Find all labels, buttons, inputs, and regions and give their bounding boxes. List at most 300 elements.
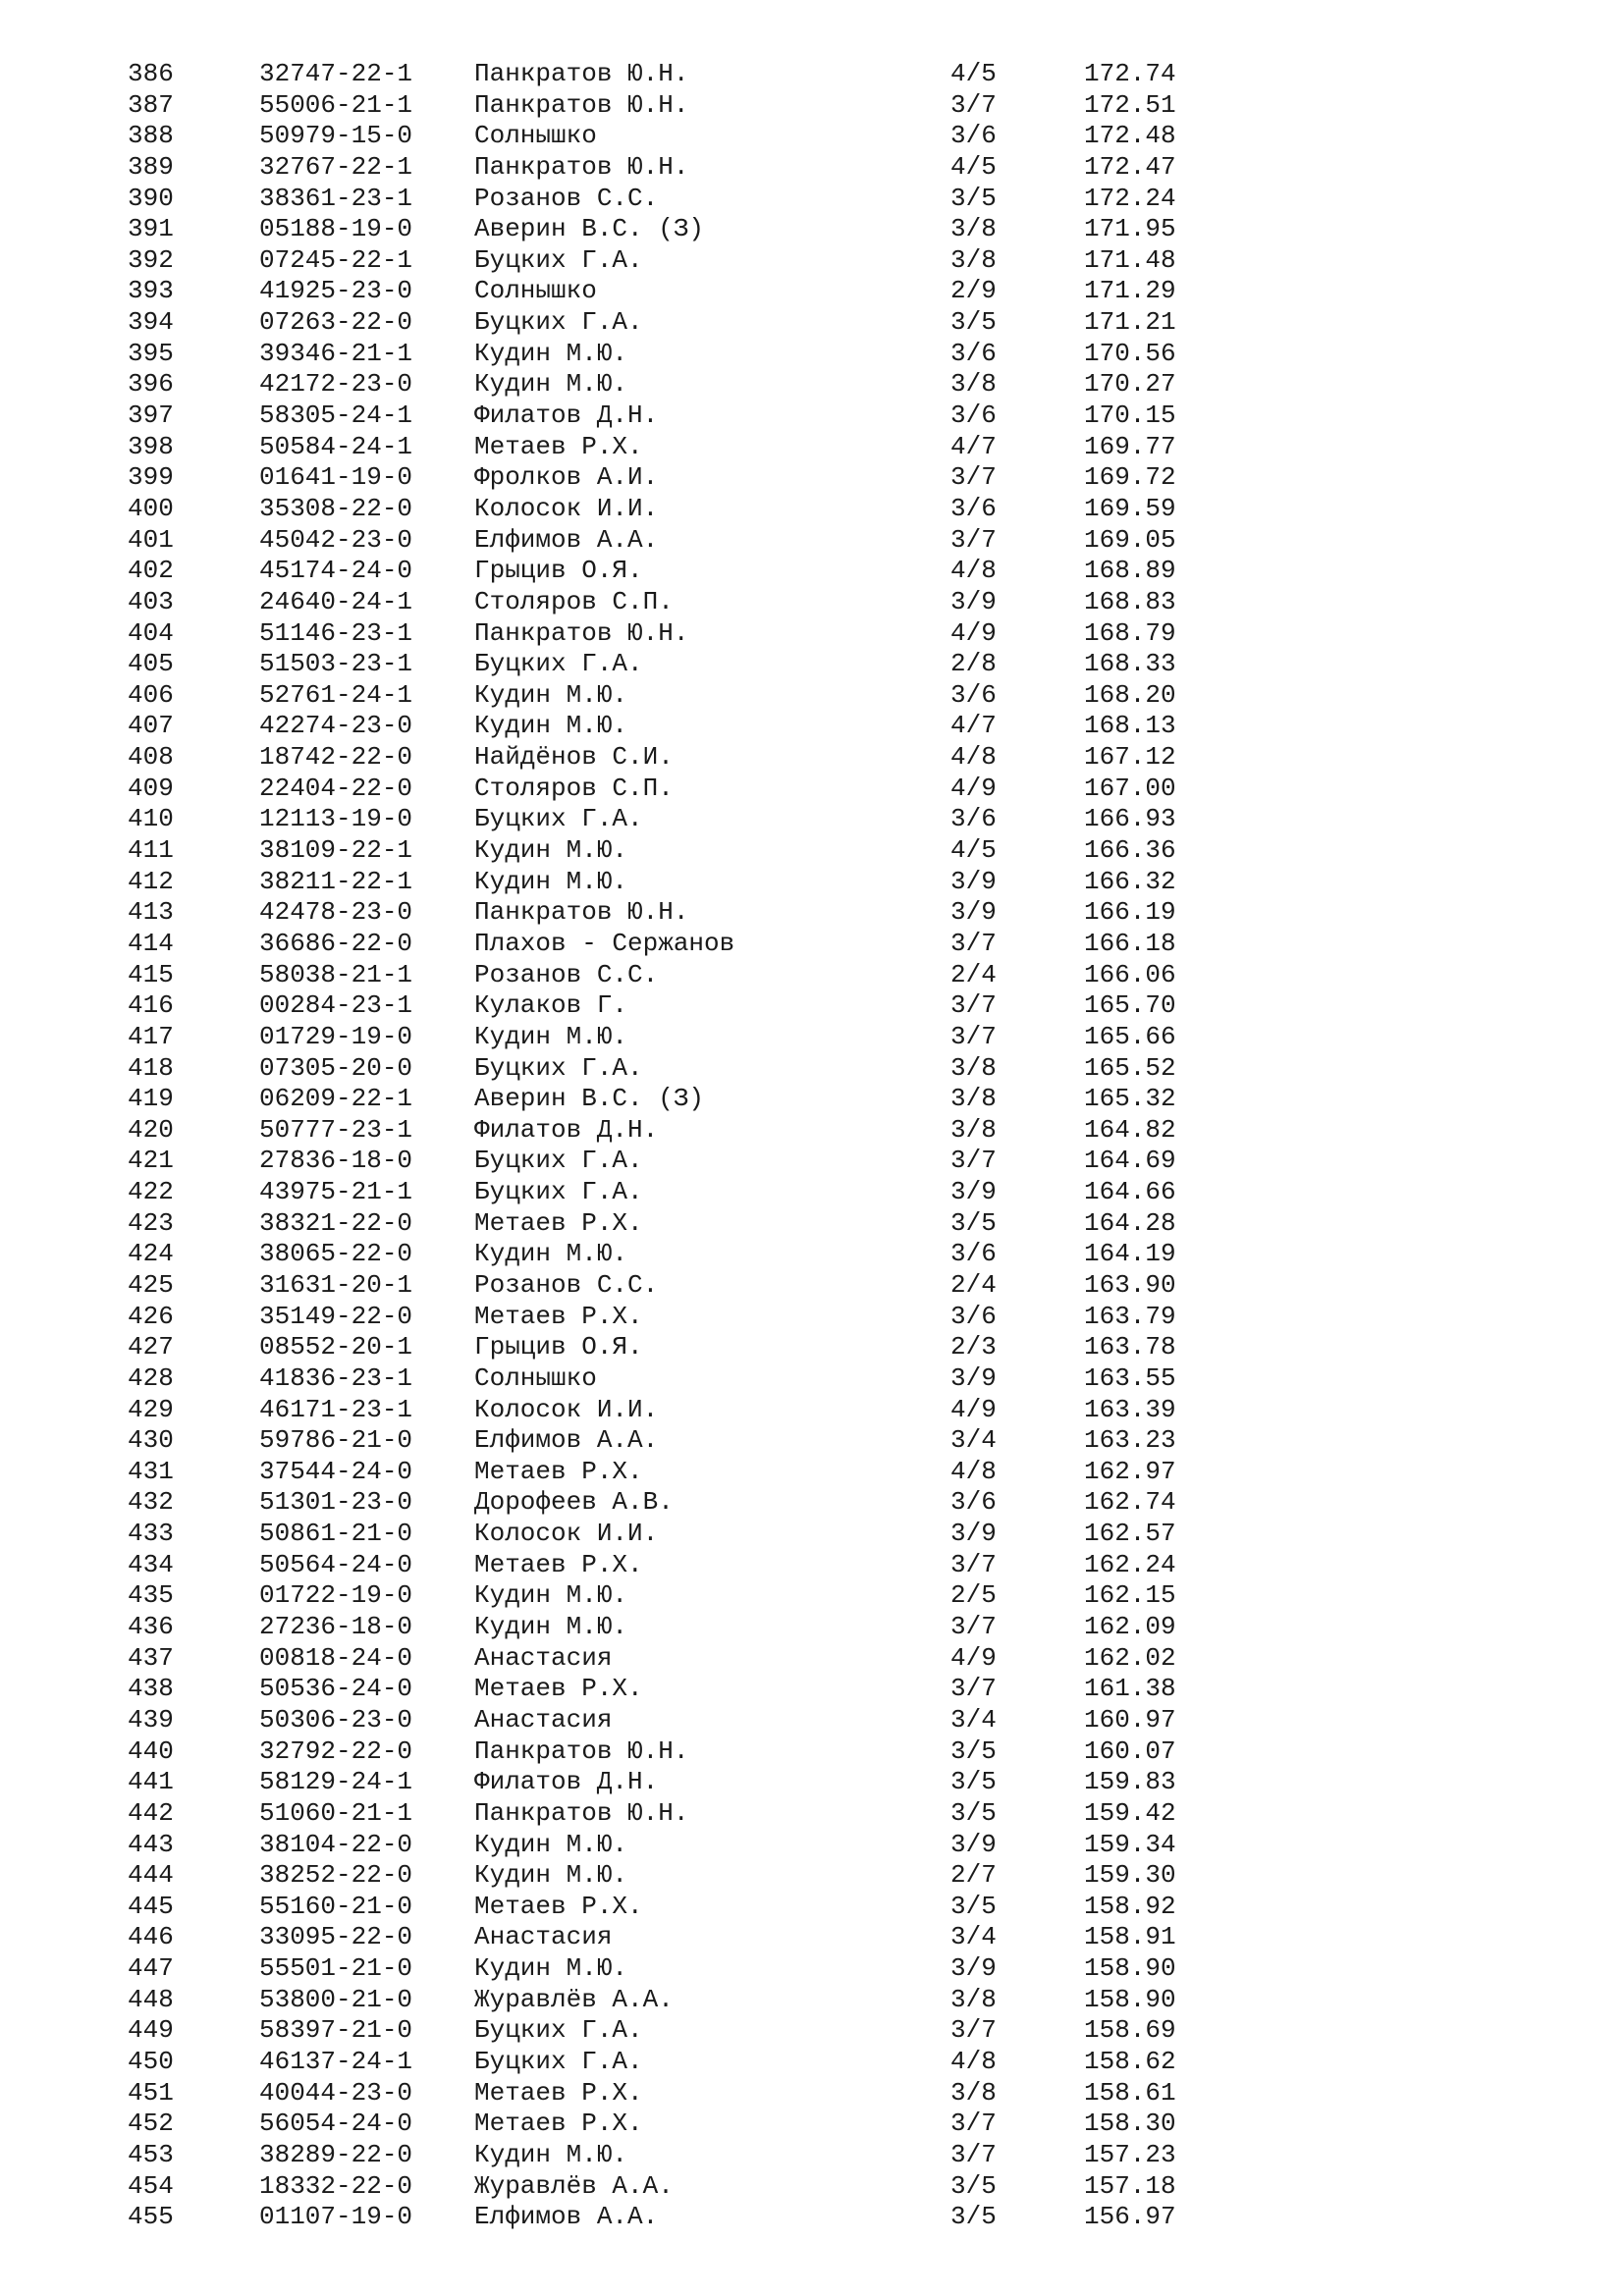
list-item [0,680,1624,712]
name-cell: Колосок И.И. [474,1394,659,1424]
list-item [0,1922,1624,1953]
score-cell: 158.92 [1084,1891,1176,1921]
rank-cell: 419 [128,1084,174,1114]
rank-cell: 447 [128,1953,174,1984]
score-cell: 171.29 [1084,276,1176,306]
score-cell: 162.74 [1084,1487,1176,1518]
name-cell: Панкратов Ю.Н. [474,1797,689,1828]
list-item [0,929,1624,960]
score-cell: 165.52 [1084,1052,1176,1083]
score-cell: 162.57 [1084,1519,1176,1549]
ratio-cell: 3/6 [950,1239,997,1269]
code-cell: 07263-22-0 [259,307,413,338]
name-cell: Столяров С.П. [474,773,674,803]
code-cell: 38104-22-0 [259,1829,413,1859]
rank-cell: 422 [128,1177,174,1207]
ratio-cell: 3/9 [950,586,997,616]
ratio-cell: 4/7 [950,711,997,741]
rank-cell: 451 [128,2077,174,2108]
code-cell: 50979-15-0 [259,121,413,151]
ratio-cell: 3/4 [950,1922,997,1952]
name-cell: Панкратов Ю.Н. [474,59,689,88]
rank-cell: 406 [128,679,174,710]
rank-cell: 421 [128,1146,174,1176]
score-cell: 166.06 [1084,959,1176,989]
code-cell: 32747-22-1 [259,59,413,88]
rank-cell: 416 [128,990,174,1021]
list-item [0,121,1624,152]
score-cell: 157.18 [1084,2170,1176,2201]
code-cell: 52761-24-1 [259,679,413,710]
rank-cell: 410 [128,804,174,834]
list-item [0,1580,1624,1612]
list-item [0,1177,1624,1208]
score-cell: 163.78 [1084,1332,1176,1362]
ratio-cell: 3/7 [950,89,997,120]
name-cell: Кудин М.Ю. [474,711,628,741]
rank-cell: 415 [128,959,174,989]
code-cell: 55160-21-0 [259,1891,413,1921]
ratio-cell: 3/9 [950,866,997,896]
list-item [0,1332,1624,1363]
code-cell: 42172-23-0 [259,369,413,400]
list-item [0,184,1624,215]
rank-cell: 393 [128,276,174,306]
rank-cell: 420 [128,1114,174,1145]
code-cell: 01729-19-0 [259,1021,413,1051]
score-cell: 164.19 [1084,1239,1176,1269]
ratio-cell: 4/8 [950,1456,997,1486]
score-cell: 164.69 [1084,1146,1176,1176]
score-cell: 166.36 [1084,835,1176,866]
name-cell: Кудин М.Ю. [474,2139,628,2169]
ratio-cell: 4/8 [950,556,997,586]
name-cell: Дорофеев А.В. [474,1487,674,1518]
score-cell: 161.38 [1084,1674,1176,1704]
code-cell: 51060-21-1 [259,1797,413,1828]
code-cell: 18332-22-0 [259,2170,413,2201]
name-cell: Метаев Р.Х. [474,1549,643,1579]
code-cell: 27836-18-0 [259,1146,413,1176]
code-cell: 55006-21-1 [259,89,413,120]
rank-cell: 394 [128,307,174,338]
code-cell: 51301-23-0 [259,1487,413,1518]
list-item [0,1022,1624,1053]
code-cell: 01722-19-0 [259,1580,413,1611]
name-cell: Метаев Р.Х. [474,1301,643,1331]
score-cell: 158.69 [1084,2015,1176,2046]
code-cell: 46137-24-1 [259,2047,413,2076]
list-item [0,1395,1624,1426]
name-cell: Грыцив О.Я. [474,1332,643,1362]
code-cell: 12113-19-0 [259,804,413,834]
ratio-cell: 3/5 [950,1767,997,1797]
name-cell: Панкратов Ю.Н. [474,897,689,928]
name-cell: Солнышко [474,276,597,306]
name-cell: Журавлёв А.А. [474,2170,674,2201]
code-cell: 38211-22-1 [259,866,413,896]
code-cell: 27236-18-0 [259,1612,413,1642]
score-cell: 164.28 [1084,1207,1176,1238]
code-cell: 22404-22-0 [259,773,413,803]
score-cell: 172.24 [1084,183,1176,213]
code-cell: 51503-23-1 [259,649,413,679]
list-item [0,1363,1624,1395]
rank-cell: 387 [128,89,174,120]
code-cell: 01107-19-0 [259,2202,413,2232]
code-cell: 39346-21-1 [259,338,413,368]
score-cell: 158.61 [1084,2077,1176,2108]
score-cell: 168.79 [1084,617,1176,648]
code-cell: 32767-22-1 [259,151,413,182]
rank-cell: 407 [128,711,174,741]
list-item [0,214,1624,245]
score-cell: 172.47 [1084,151,1176,182]
ratio-cell: 3/7 [950,1021,997,1051]
rank-cell: 433 [128,1519,174,1549]
rank-cell: 423 [128,1207,174,1238]
code-cell: 38361-23-1 [259,183,413,213]
ratio-cell: 3/9 [950,1519,997,1549]
list-item [0,774,1624,805]
code-cell: 37544-24-0 [259,1456,413,1486]
ratio-cell: 2/4 [950,1269,997,1300]
rank-cell: 396 [128,369,174,400]
name-cell: Фролков А.И. [474,462,659,493]
rank-cell: 400 [128,493,174,523]
list-item [0,1798,1624,1830]
ratio-cell: 4/8 [950,2047,997,2076]
list-item [0,1860,1624,1892]
rank-cell: 445 [128,1891,174,1921]
ratio-cell: 4/9 [950,773,997,803]
name-cell: Столяров С.П. [474,586,674,616]
ratio-cell: 4/9 [950,1642,997,1673]
ratio-cell: 2/9 [950,276,997,306]
code-cell: 55501-21-0 [259,1953,413,1984]
score-cell: 168.13 [1084,711,1176,741]
code-cell: 42274-23-0 [259,711,413,741]
code-cell: 38321-22-0 [259,1207,413,1238]
code-cell: 35149-22-0 [259,1301,413,1331]
score-cell: 162.09 [1084,1612,1176,1642]
rank-cell: 405 [128,649,174,679]
list-item [0,835,1624,867]
ratio-cell: 3/7 [950,2109,997,2139]
score-cell: 163.90 [1084,1269,1176,1300]
list-item [0,1457,1624,1488]
ratio-cell: 3/8 [950,1984,997,2014]
score-cell: 172.74 [1084,59,1176,88]
rank-cell: 388 [128,121,174,151]
code-cell: 00284-23-1 [259,990,413,1021]
name-cell: Кудин М.Ю. [474,679,628,710]
ratio-cell: 2/3 [950,1332,997,1362]
ratio-cell: 3/6 [950,493,997,523]
name-cell: Кудин М.Ю. [474,835,628,866]
score-cell: 160.07 [1084,1735,1176,1766]
rank-cell: 437 [128,1642,174,1673]
rank-cell: 389 [128,151,174,182]
ratio-cell: 2/7 [950,1860,997,1891]
name-cell: Розанов С.С. [474,959,659,989]
ratio-cell: 3/6 [950,679,997,710]
name-cell: Панкратов Ю.Н. [474,89,689,120]
code-cell: 36686-22-0 [259,928,413,958]
ratio-cell: 3/5 [950,2202,997,2232]
rank-cell: 391 [128,214,174,244]
rank-cell: 452 [128,2109,174,2139]
ratio-cell: 4/9 [950,1394,997,1424]
score-cell: 172.48 [1084,121,1176,151]
score-cell: 165.70 [1084,990,1176,1021]
ratio-cell: 4/9 [950,617,997,648]
list-item [0,369,1624,400]
score-cell: 165.66 [1084,1021,1176,1051]
rank-cell: 434 [128,1549,174,1579]
rank-cell: 432 [128,1487,174,1518]
rank-cell: 450 [128,2047,174,2076]
list-item [0,432,1624,463]
ratio-cell: 3/5 [950,2170,997,2201]
code-cell: 51146-23-1 [259,617,413,648]
name-cell: Елфимов А.А. [474,524,659,555]
rank-cell: 446 [128,1922,174,1952]
rank-cell: 427 [128,1332,174,1362]
score-cell: 159.34 [1084,1829,1176,1859]
name-cell: Буцких Г.А. [474,307,643,338]
score-cell: 158.90 [1084,1953,1176,1984]
list-item [0,897,1624,929]
name-cell: Анастасия [474,1922,613,1952]
list-item [0,245,1624,277]
score-cell: 168.83 [1084,586,1176,616]
score-cell: 166.93 [1084,804,1176,834]
name-cell: Кудин М.Ю. [474,1612,628,1642]
name-cell: Метаев Р.Х. [474,1456,643,1486]
list-item [0,587,1624,618]
ratio-cell: 3/8 [950,2077,997,2108]
code-cell: 50306-23-0 [259,1704,413,1735]
list-item [0,1705,1624,1736]
list-item [0,1270,1624,1302]
name-cell: Солнышко [474,1362,597,1393]
name-cell: Метаев Р.Х. [474,1891,643,1921]
name-cell: Буцких Г.А. [474,2047,643,2076]
rank-cell: 454 [128,2170,174,2201]
rank-cell: 424 [128,1239,174,1269]
rank-cell: 455 [128,2202,174,2232]
score-cell: 166.19 [1084,897,1176,928]
rank-cell: 412 [128,866,174,896]
ratio-cell: 4/5 [950,151,997,182]
name-cell: Метаев Р.Х. [474,1674,643,1704]
rank-cell: 403 [128,586,174,616]
score-cell: 159.42 [1084,1797,1176,1828]
score-cell: 158.90 [1084,1984,1176,2014]
name-cell: Буцких Г.А. [474,2015,643,2046]
list-item [0,276,1624,307]
code-cell: 38252-22-0 [259,1860,413,1891]
list-item [0,1643,1624,1675]
name-cell: Панкратов Ю.Н. [474,617,689,648]
code-cell: 42478-23-0 [259,897,413,928]
name-cell: Кудин М.Ю. [474,1021,628,1051]
rank-cell: 404 [128,617,174,648]
name-cell: Метаев Р.Х. [474,431,643,461]
ratio-cell: 4/7 [950,431,997,461]
rank-cell: 440 [128,1735,174,1766]
ratio-cell: 3/5 [950,1735,997,1766]
ratio-cell: 4/5 [950,59,997,88]
list-item [0,1208,1624,1240]
name-cell: Анастасия [474,1704,613,1735]
list-item [0,1830,1624,1861]
score-cell: 169.72 [1084,462,1176,493]
score-cell: 168.89 [1084,556,1176,586]
list-item [0,1487,1624,1519]
code-cell: 24640-24-1 [259,586,413,616]
ratio-cell: 3/6 [950,400,997,431]
list-item [0,462,1624,494]
score-cell: 163.23 [1084,1425,1176,1456]
name-cell: Панкратов Ю.Н. [474,151,689,182]
list-item [0,2047,1624,2078]
rank-cell: 441 [128,1767,174,1797]
name-cell: Кудин М.Ю. [474,1239,628,1269]
list-item [0,1053,1624,1085]
ratio-cell: 3/8 [950,1084,997,1114]
ratio-cell: 3/5 [950,1207,997,1238]
list-item [0,1674,1624,1705]
rank-cell: 411 [128,835,174,866]
score-cell: 170.15 [1084,400,1176,431]
rank-cell: 417 [128,1021,174,1051]
ratio-cell: 3/7 [950,2139,997,2169]
name-cell: Кудин М.Ю. [474,1953,628,1984]
name-cell: Аверин В.С. (З) [474,214,705,244]
score-cell: 170.27 [1084,369,1176,400]
rank-cell: 449 [128,2015,174,2046]
ratio-cell: 3/6 [950,804,997,834]
list-item [0,711,1624,742]
ratio-cell: 3/7 [950,1674,997,1704]
name-cell: Буцких Г.А. [474,804,643,834]
score-cell: 163.39 [1084,1394,1176,1424]
list-item [0,1115,1624,1147]
list-item [0,400,1624,432]
ratio-cell: 3/4 [950,1704,997,1735]
score-cell: 158.91 [1084,1922,1176,1952]
code-cell: 18742-22-0 [259,742,413,773]
ratio-cell: 4/5 [950,835,997,866]
code-cell: 31631-20-1 [259,1269,413,1300]
ratio-cell: 3/9 [950,1177,997,1207]
list-item [0,2078,1624,2109]
score-cell: 165.32 [1084,1084,1176,1114]
name-cell: Елфимов А.А. [474,2202,659,2232]
list-item [0,960,1624,991]
name-cell: Кудин М.Ю. [474,1580,628,1611]
score-cell: 162.97 [1084,1456,1176,1486]
score-cell: 171.95 [1084,214,1176,244]
score-cell: 169.05 [1084,524,1176,555]
score-cell: 168.33 [1084,649,1176,679]
name-cell: Буцких Г.А. [474,244,643,275]
list-item [0,1953,1624,1985]
rank-cell: 430 [128,1425,174,1456]
list-item [0,90,1624,122]
ratio-cell: 3/8 [950,1114,997,1145]
ratio-cell: 3/5 [950,1797,997,1828]
rank-cell: 398 [128,431,174,461]
score-cell: 162.24 [1084,1549,1176,1579]
name-cell: Буцких Г.А. [474,1146,643,1176]
score-cell: 170.56 [1084,338,1176,368]
score-cell: 157.23 [1084,2139,1176,2169]
rank-cell: 429 [128,1394,174,1424]
list-item [0,2202,1624,2233]
list-item [0,1736,1624,1768]
rank-cell: 431 [128,1456,174,1486]
ratio-cell: 3/4 [950,1425,997,1456]
rank-cell: 443 [128,1829,174,1859]
list-item [0,2109,1624,2140]
list-item [0,990,1624,1022]
score-cell: 167.12 [1084,742,1176,773]
name-cell: Колосок И.И. [474,493,659,523]
name-cell: Розанов С.С. [474,1269,659,1300]
list-item [0,1425,1624,1457]
rank-cell: 435 [128,1580,174,1611]
code-cell: 56054-24-0 [259,2109,413,2139]
rank-cell: 439 [128,1704,174,1735]
ratio-cell: 3/8 [950,214,997,244]
name-cell: Солнышко [474,121,597,151]
ratio-cell: 3/8 [950,369,997,400]
score-cell: 158.62 [1084,2047,1176,2076]
code-cell: 07305-20-0 [259,1052,413,1083]
score-cell: 166.32 [1084,866,1176,896]
name-cell: Анастасия [474,1642,613,1673]
list-item [0,1612,1624,1643]
code-cell: 50861-21-0 [259,1519,413,1549]
name-cell: Метаев Р.Х. [474,2077,643,2108]
score-cell: 164.66 [1084,1177,1176,1207]
rank-cell: 399 [128,462,174,493]
score-cell: 164.82 [1084,1114,1176,1145]
list-item [0,339,1624,370]
rank-cell: 425 [128,1269,174,1300]
list-item [0,494,1624,525]
ratio-cell: 3/7 [950,928,997,958]
results-list [0,59,1624,2233]
score-cell: 166.18 [1084,928,1176,958]
list-item [0,1519,1624,1550]
code-cell: 43975-21-1 [259,1177,413,1207]
code-cell: 38065-22-0 [259,1239,413,1269]
rank-cell: 392 [128,244,174,275]
name-cell: Колосок И.И. [474,1519,659,1549]
name-cell: Аверин В.С. (З) [474,1084,705,1114]
name-cell: Плахов - Сержанов [474,928,735,958]
ratio-cell: 3/9 [950,1829,997,1859]
name-cell: Метаев Р.Х. [474,1207,643,1238]
ratio-cell: 3/5 [950,1891,997,1921]
name-cell: Буцких Г.А. [474,1177,643,1207]
list-item [0,1302,1624,1333]
ratio-cell: 3/6 [950,338,997,368]
